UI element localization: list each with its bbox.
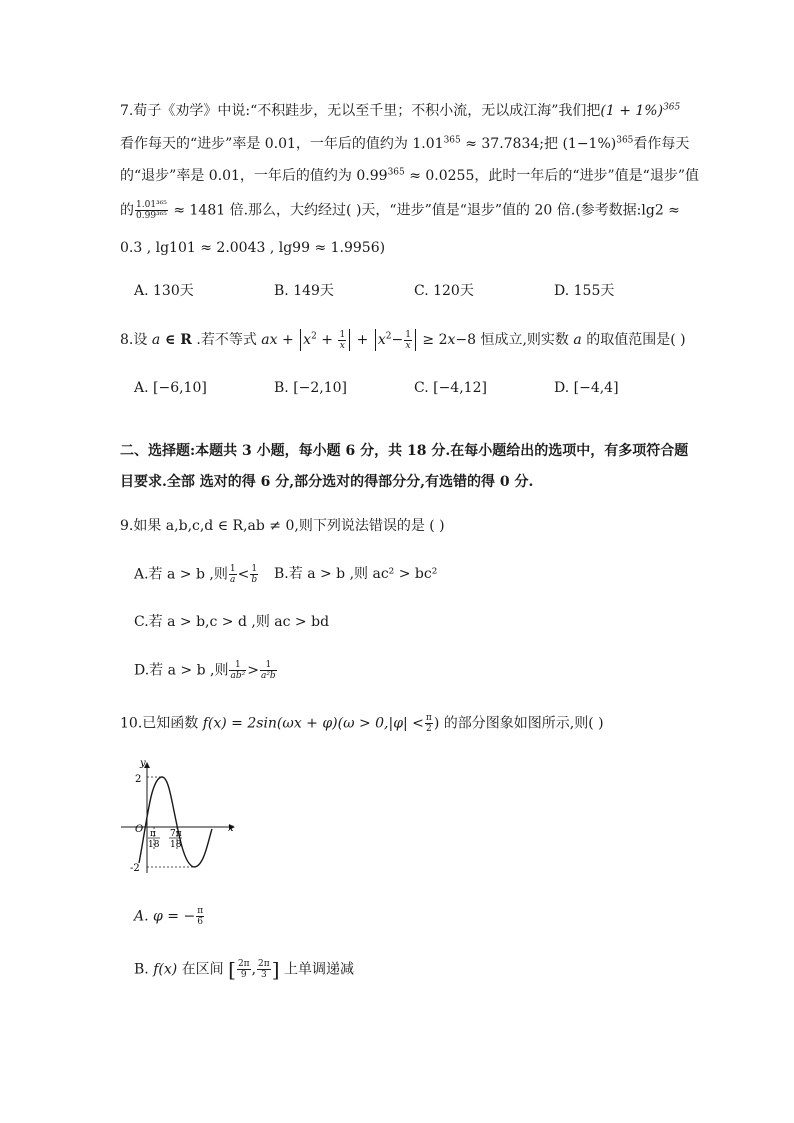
q10-option-b-func: f(x) — [153, 961, 178, 978]
q7-line4 — [120, 200, 680, 221]
q10-option-a[interactable] — [134, 906, 205, 927]
q8-frac1 — [338, 330, 346, 351]
q7-line5 — [120, 238, 385, 258]
q7-line3-expr-base: 0.99 — [356, 168, 388, 184]
y-min-label: -2 — [130, 863, 140, 874]
q8-plus1: + — [277, 332, 299, 348]
q7-line2-expr2-exp: 365 — [616, 135, 634, 146]
q10-option-b-frac1 — [237, 959, 251, 980]
q7-line2-expr2-base: (1−1%) — [562, 136, 617, 152]
q10-option-a-frac — [196, 906, 204, 927]
q10-stem-cond-end: ) — [433, 715, 440, 732]
q10-option-b-frac1-den: 9 — [240, 970, 247, 980]
q10-stem-cond: (ω > 0,|φ| < — [337, 715, 424, 732]
q10-option-b[interactable] — [134, 959, 354, 980]
q10-option-a-pre: A. φ = − — [134, 908, 196, 925]
q7-line4-post: ≈ 1481 倍.那么，大约经过( )天，“进步”值是“退步”值的 20 倍.(参考数据:lg2 ≈ — [168, 202, 680, 219]
q8-frac1-num: 1 — [339, 329, 346, 340]
q8-sqb: 2 — [385, 331, 392, 342]
q7-option-d[interactable]: D. 155天 — [554, 283, 615, 299]
q10-stem-func: f(x) = 2sin(ωx + φ) — [202, 715, 338, 732]
q10-option-b-frac2 — [257, 959, 271, 980]
q8-plus-frac: + — [316, 332, 338, 348]
q10-stem-frac-den: 2 — [426, 724, 432, 734]
q9-option-d-frac2 — [260, 660, 277, 681]
q8-frac2-num: 1 — [405, 329, 411, 340]
q7-line2-text: 看作每天的“进步”率是 0.01，一年后的值约为 — [120, 136, 413, 152]
tick1-den: 18 — [148, 840, 160, 850]
q10-option-b-mid: 在区间 — [177, 961, 229, 978]
q10-sine-graph — [118, 757, 240, 877]
tick2-num: 7π — [170, 829, 182, 839]
tick2-den: 18 — [170, 840, 182, 850]
q8-option-a[interactable]: A. [−6,10] — [134, 380, 207, 396]
q9-option-a-frac2 — [250, 564, 258, 585]
q8-option-d[interactable]: D. [−4,4] — [554, 380, 619, 396]
origin-label: O — [135, 824, 144, 835]
q9-option-a-frac2-den: b — [251, 575, 258, 585]
q7-line1-expr-base: (1 + 1%) — [600, 103, 664, 119]
q9-option-d-frac1-num: 1 — [229, 660, 246, 671]
y-max-label: 2 — [135, 774, 142, 785]
section2-line1: 二、选择题:本题共 3 小题，每小题 6 分，共 18 分.在每小题给出的选项中，有多项符合题 — [120, 443, 689, 459]
q9-option-d[interactable] — [134, 660, 278, 681]
q7-line1-expr-exp: 365 — [663, 102, 681, 113]
q10-option-b-lbracket: [ — [228, 957, 236, 982]
q10-option-b-post: 上单调递减 — [279, 961, 354, 978]
q10-stem — [120, 713, 604, 734]
q8-mid: .若不等式 — [191, 332, 262, 348]
q9-option-a-frac1-den: a — [230, 575, 236, 585]
q7-line5-text: 0.3 , lg101 ≈ 2.0043 , lg99 ≈ 1.9956) — [120, 240, 386, 256]
q8-tail: 的取值范围是( ) — [581, 332, 686, 348]
q7-line3 — [120, 166, 699, 186]
q9-option-b[interactable]: B.若 a > b ,则 ac² > bc² — [274, 566, 438, 582]
q10-stem-post: 的部分图象如图所示,则( ) — [439, 715, 604, 732]
q8-pre: 8.设 — [120, 332, 152, 348]
q9-option-c[interactable]: C.若 a > b,c > d ,则 ac > bd — [134, 614, 330, 630]
q8-option-c[interactable]: C. [−4,12] — [414, 380, 487, 396]
q8-plus2: + — [352, 332, 373, 348]
q8-rest: −8 恒成立,则实数 — [455, 332, 574, 348]
y-label: y — [140, 758, 146, 769]
q8-frac2-den: x — [405, 340, 411, 351]
q9-option-d-frac1 — [229, 660, 246, 681]
q9-option-a[interactable] — [134, 564, 259, 585]
q8-minus: − — [391, 332, 404, 348]
q8-var-a: a — [151, 332, 161, 348]
tick1-num: π — [150, 829, 156, 839]
q9-option-a-frac2-num: 1 — [251, 564, 258, 574]
q7-line1-expr — [600, 103, 680, 119]
q8-sq: 2 — [311, 331, 317, 342]
q7-line2-mid: 把 — [544, 136, 563, 152]
q10-option-b-frac1-num: 2π — [237, 959, 250, 969]
q10-stem-frac-num: π — [425, 713, 432, 723]
q7-line4-pre: 的 — [120, 202, 134, 219]
q9-option-a-frac1 — [229, 564, 237, 585]
q10-option-b-comma: , — [251, 961, 257, 978]
q8-frac1-den: x — [339, 340, 345, 351]
q9-option-d-frac2-num: 1 — [260, 660, 277, 671]
q7-option-a[interactable]: A. 130天 — [134, 283, 194, 299]
q8-ge: ≥ 2 — [417, 332, 448, 348]
q8-abs-bar-4 — [415, 329, 416, 351]
q8-abs-bar-2 — [349, 329, 350, 351]
q7-line3-expr-val: ≈ 0.0255，此时一年后的“进步”值是“退步”值 — [404, 168, 699, 184]
q8-frac2 — [404, 330, 412, 351]
q8-ax: ax — [261, 332, 278, 348]
q8-abs-bar-1 — [300, 329, 301, 351]
q8-x: x — [447, 332, 456, 348]
q7-line3-text: 的“退步”率是 0.01，一年后的值约为 — [120, 168, 357, 184]
q7-ratio-den: 0.99³⁶⁵ — [136, 211, 167, 221]
sine-curve — [139, 777, 212, 867]
q7-option-b[interactable]: B. 149天 — [274, 283, 334, 299]
q10-option-a-frac-num: π — [197, 906, 204, 916]
q10-option-b-rbracket: ] — [271, 957, 280, 982]
q9-option-d-gt: > — [247, 662, 259, 679]
x-label: x — [228, 823, 234, 834]
q8-x2b: x — [377, 332, 386, 348]
q9-option-d-frac2-den: a²b — [260, 671, 276, 681]
q7-line1 — [120, 101, 680, 121]
q7-ratio-fraction — [135, 200, 168, 221]
q7-line2 — [120, 134, 689, 154]
q9-option-a-frac1-num: 1 — [229, 564, 236, 574]
q10-option-b-pre: B. — [134, 961, 154, 978]
q8-abs-bar-3 — [375, 329, 376, 351]
q8-var-a2: a — [573, 332, 582, 348]
q8-option-b[interactable]: B. [−2,10] — [274, 380, 348, 396]
q7-line2-expr1-base: 1.01 — [412, 136, 444, 152]
q10-stem-pre: 10.已知函数 — [120, 715, 203, 732]
q10-stem-frac — [425, 713, 433, 734]
q7-option-c[interactable]: C. 120天 — [414, 283, 474, 299]
section2-line2: 目要求.全部 选对的得 6 分,部分选对的得部分分,有选错的得 0 分. — [120, 474, 534, 490]
q7-ratio-num: 1.01³⁶⁵ — [136, 200, 167, 210]
q7-line2-expr1-exp: 365 — [443, 135, 461, 146]
q9-stem: 9.如果 a,b,c,d ∈ R,ab ≠ 0,则下列说法错误的是 ( ) — [120, 518, 445, 534]
q10-option-a-frac-den: 6 — [197, 917, 204, 927]
q8-stem — [120, 329, 686, 351]
q9-option-a-pre: A.若 a > b ,则 — [134, 566, 228, 583]
q7-line2-expr1-val: ≈ 37.7834; — [460, 136, 544, 152]
q9-option-d-frac1-den: ab² — [230, 671, 246, 681]
q10-option-b-frac2-num: 2π — [258, 959, 270, 969]
q7-line3-expr-exp: 365 — [387, 167, 405, 178]
q7-line1-text: 7.荀子《劝学》中说:“不积跬步，无以至千里；不积小流，无以成江海”我们把 — [120, 103, 601, 119]
q9-option-a-lt: < — [237, 566, 250, 583]
q8-x2: x — [303, 332, 312, 348]
q7-line2-post: 看作每天 — [633, 136, 690, 152]
q9-option-d-pre: D.若 a > b ,则 — [134, 662, 229, 679]
q10-option-b-frac2-den: 3 — [261, 970, 267, 980]
q8-in-r: ∈ R — [160, 332, 192, 348]
